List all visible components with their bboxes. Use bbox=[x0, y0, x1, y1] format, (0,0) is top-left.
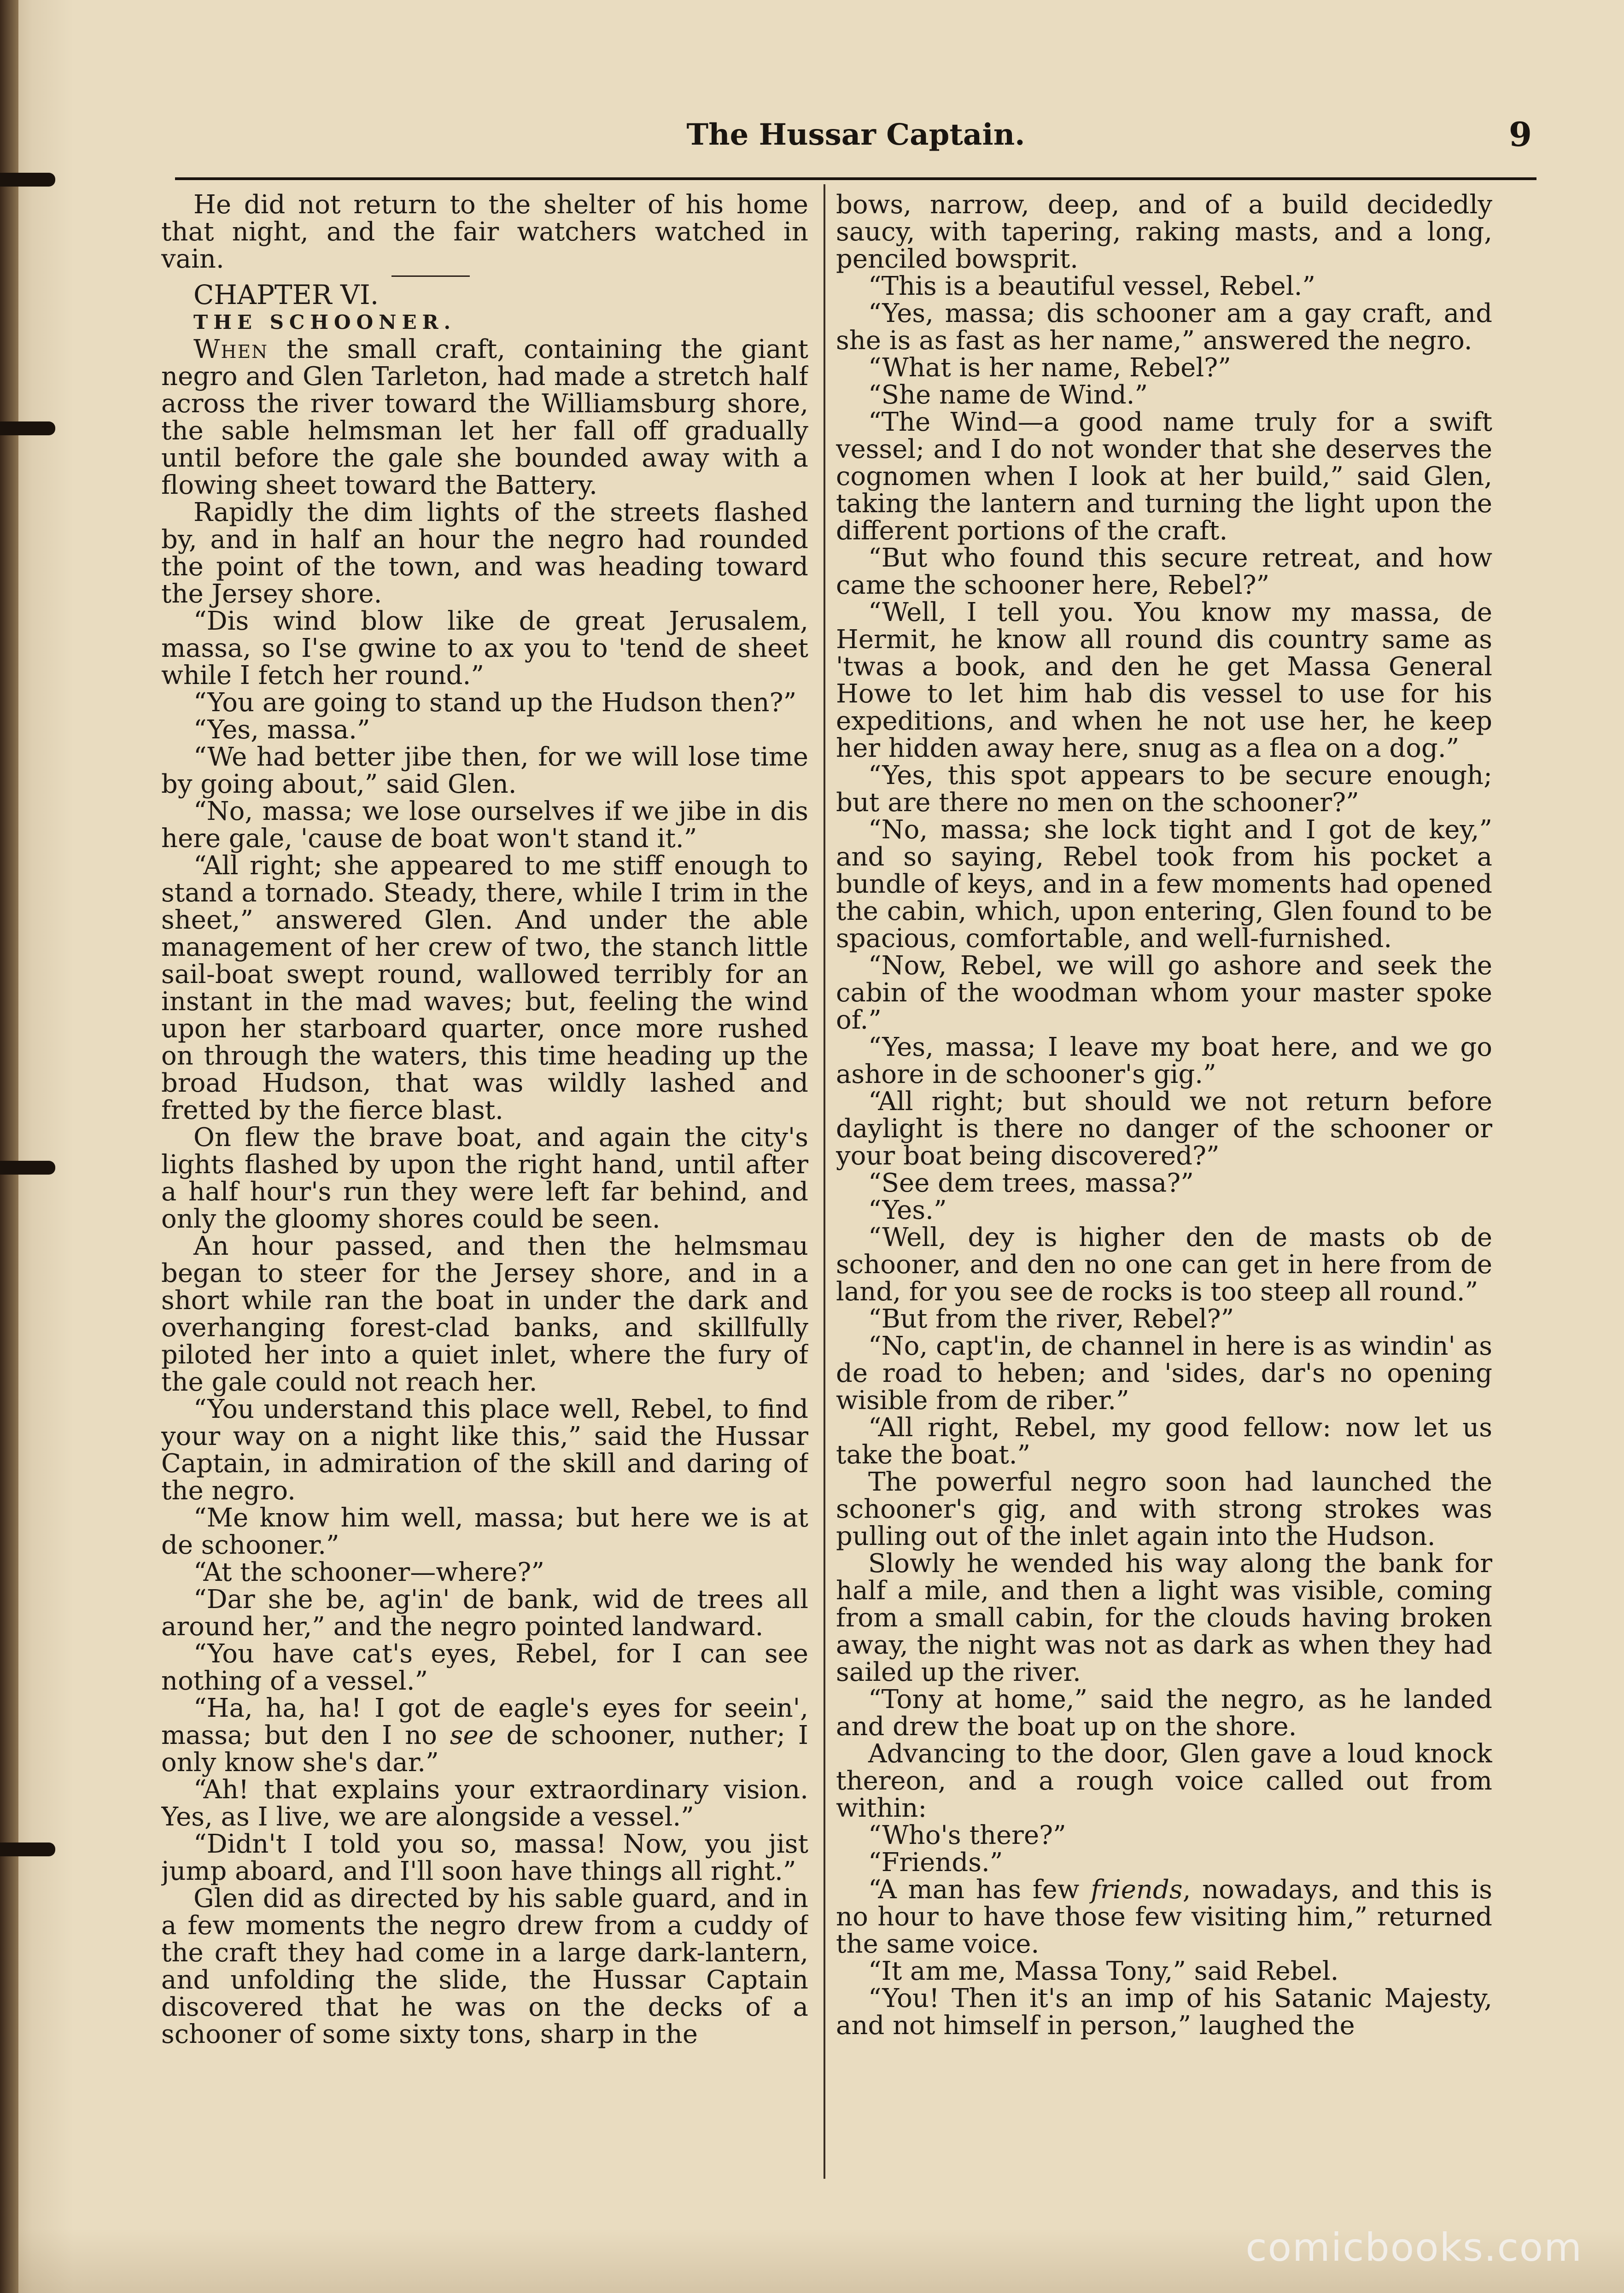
paragraph: “She name de Wind.” bbox=[868, 380, 1148, 410]
paragraph bbox=[161, 336, 808, 499]
binding-edge bbox=[0, 0, 18, 2293]
paragraph-text: , nowadays, and this is no hour to have those few visiting him,” returned the same voice. bbox=[836, 1875, 1492, 1959]
paragraph: “Who's there?” bbox=[868, 1820, 1066, 1850]
paragraph: “You are going to stand up the Hudson then?” bbox=[193, 688, 797, 718]
paragraph: “But from the river, Rebel?” bbox=[868, 1304, 1234, 1334]
paragraph-text: “Ha, ha, ha! I got de eagle's eyes for seein', massa; but den I no bbox=[161, 1693, 808, 1750]
paragraph: “Ah! that explains your extraordinary vision. Yes, as I live, we are alongside a vessel.” bbox=[161, 1775, 808, 1832]
paragraph: “Well, I tell you. You know my massa, de Hermit, he know all round dis country same as 'twas a book, and den he get Massa General Howe to let him hab dis vessel to use for his expeditions, and when he not use her, he keep her hidden away here, snug as a flea on a dog.” bbox=[836, 597, 1492, 763]
paragraph: “Me know him well, massa; but here we is at de schooner.” bbox=[161, 1503, 808, 1560]
paragraph: Advancing to the door, Glen gave a loud knock thereon, and a rough voice called out from within: bbox=[836, 1739, 1492, 1823]
paragraph: Rapidly the dim lights of the streets flashed by, and in half an hour the negro had rounded the point of the town, and was heading toward the Jersey shore. bbox=[161, 497, 808, 609]
paragraph: “The Wind—a good name truly for a swift vessel; and I do not wonder that she deserves the cognomen when I look at her build,” said Glen, taking the lantern and turning the light upon the different portions of the craft. bbox=[836, 407, 1492, 546]
paragraph: “All right; but should we not return before daylight is there no danger of the schooner or your boat being discovered?” bbox=[836, 1087, 1492, 1171]
paragraph: “We had better jibe then, for we will lose time by going about,” said Glen. bbox=[161, 742, 808, 799]
paragraph: “At the schooner—where?” bbox=[193, 1557, 544, 1587]
paragraph-text: the small craft, containing the giant negro and Glen Tarleton, had made a stretch half across the river toward the Williamsburg shore, the sable helmsman let her fall off gradually until before the gale she bounded away with a flowing sheet toward the Battery. bbox=[161, 334, 808, 500]
paragraph: “Yes, massa; I leave my boat here, and we go ashore in de schooner's gig.” bbox=[836, 1032, 1492, 1089]
binding-stitch bbox=[0, 1843, 55, 1856]
paragraph: “Tony at home,” said the negro, as he landed and drew the boat up on the shore. bbox=[836, 1685, 1492, 1742]
emphasis: friends bbox=[1091, 1875, 1183, 1905]
binding-stitch bbox=[0, 421, 55, 435]
lead-word: When bbox=[193, 334, 269, 364]
paragraph: On flew the brave boat, and again the city's lights flashed by upon the right hand, until after a half hour's run they were left far behind, and only the gloomy shores could be seen. bbox=[161, 1123, 808, 1234]
paragraph: bows, narrow, deep, and of a build decidedly saucy, with tapering, raking masts, and a long, penciled bowsprit. bbox=[836, 191, 1492, 274]
paragraph-text: “A man has few bbox=[868, 1875, 1091, 1905]
page-title: The Hussar Captain. bbox=[686, 117, 1025, 152]
paragraph: Slowly he wended his way along the bank for half a mile, and then a light was visible, coming from a small cabin, for the clouds having broken away, the night was not as dark as when they had sailed up the river. bbox=[836, 1549, 1492, 1687]
paragraph: “Didn't I told you so, massa! Now, you jist jump aboard, and I'll soon have things all right.” bbox=[161, 1829, 808, 1886]
running-head bbox=[175, 117, 1536, 180]
paragraph: “It am me, Massa Tony,” said Rebel. bbox=[868, 1956, 1339, 1986]
binding-stitch bbox=[0, 173, 55, 187]
paragraph: “You have cat's eyes, Rebel, for I can see nothing of a vessel.” bbox=[161, 1639, 808, 1696]
paragraph bbox=[836, 1876, 1492, 1958]
paragraph: “Well, dey is higher den de masts ob de schooner, and den no one can get in here from de land, for you see de rocks is too steep all round.” bbox=[836, 1223, 1492, 1307]
paragraph: Glen did as directed by his sable guard, and in a few moments the negro drew from a cuddy of the craft they had come in a large dark-lantern, and unfolding the slide, the Hussar Captain discovered that he was on the decks of a schooner of some sixty tons, sharp in the bbox=[161, 1884, 808, 2049]
paragraph: “No, massa; we lose ourselves if we jibe in dis here gale, 'cause de boat won't stand it.” bbox=[161, 796, 808, 854]
paragraph: “You understand this place well, Rebel, to find your way on a night like this,” said the Hussar Captain, in admiration of the skill and daring of the negro. bbox=[161, 1394, 808, 1506]
paragraph: “Now, Rebel, we will go ashore and seek the cabin of the woodman whom your master spoke of.” bbox=[836, 951, 1492, 1035]
paragraph: “All right, Rebel, my good fellow: now let us take the boat.” bbox=[836, 1413, 1492, 1470]
paragraph: “Dis wind blow like de great Jerusalem, massa, so I'se gwine to ax you to 'tend de sheet while I fetch her round.” bbox=[161, 606, 808, 690]
paragraph-text: de schooner, nuther; I only know she's dar.” bbox=[161, 1720, 808, 1778]
paragraph: “Dar she be, ag'in' de bank, wid de trees all around her,” and the negro pointed landward. bbox=[161, 1585, 808, 1642]
chapter-subtitle: THE SCHOONER. bbox=[193, 311, 456, 333]
paragraph bbox=[161, 1695, 808, 1776]
column-divider bbox=[824, 184, 825, 2179]
chapter-title: CHAPTER VI. bbox=[193, 279, 379, 310]
paragraph: “All right; she appeared to me stiff enough to stand a tornado. Steady, there, while I trim in the sheet,” answered Glen. And under the able management of her crew of two, the stanch little sail-boat swept round, wallowed terribly for an instant in the mad waves; but, feeling the wind upon her starboard quarter, once more rushed on through the waters, this time heading up the broad Hudson, that was wildly lashed and fretted by the fierce blast. bbox=[161, 851, 808, 1125]
paragraph: “You! Then it's an imp of his Satanic Majesty, and not himself in person,” laughed the bbox=[836, 1983, 1492, 2041]
paragraph: “No, massa; she lock tight and I got de key,” and so saying, Rebel took from his pocket a bundle of keys, and in a few moments had opened the cabin, which, upon entering, Glen found to be spacious, comfortable, and well-furnished. bbox=[836, 815, 1492, 953]
page-number: 9 bbox=[1508, 115, 1532, 154]
left-column bbox=[161, 191, 808, 2186]
paragraph: An hour passed, and then the helmsmau began to steer for the Jersey shore, and in a short while ran the boat in under the dark and overhanging forest-clad banks, and skillfully piloted her into a quiet inlet, where the fury of the gale could not reach her. bbox=[161, 1231, 808, 1397]
paragraph: The powerful negro soon had launched the schooner's gig, and with strong strokes was pulling out of the inlet again into the Hudson. bbox=[836, 1467, 1492, 1551]
paragraph: “See dem trees, massa?” bbox=[868, 1168, 1194, 1198]
paragraph: “Yes, massa; dis schooner am a gay craft, and she is as fast as her name,” answered the negro. bbox=[836, 298, 1492, 356]
paragraph: “Friends.” bbox=[868, 1848, 1003, 1878]
paragraph: He did not return to the shelter of his home that night, and the fair watchers watched in vain. bbox=[161, 191, 808, 274]
paragraph: “No, capt'in, de channel in here is as windin' as de road to heben; and 'sides, dar's no opening wisible from de riber.” bbox=[836, 1331, 1492, 1416]
section-rule bbox=[391, 275, 470, 277]
emphasis: see bbox=[450, 1720, 494, 1750]
paragraph: “This is a beautiful vessel, Rebel.” bbox=[868, 271, 1316, 301]
right-column bbox=[836, 191, 1492, 2186]
paragraph: “But who found this secure retreat, and how came the schooner here, Rebel?” bbox=[836, 543, 1492, 600]
paragraph: “Yes.” bbox=[868, 1195, 947, 1225]
binding-stitch bbox=[0, 1161, 55, 1175]
paragraph: “Yes, this spot appears to be secure enough; but are there no men on the schooner?” bbox=[836, 760, 1492, 818]
paragraph: “Yes, massa.” bbox=[193, 715, 370, 745]
watermark: comicbooks.com bbox=[1245, 2225, 1583, 2270]
paragraph: “What is her name, Rebel?” bbox=[868, 353, 1231, 383]
